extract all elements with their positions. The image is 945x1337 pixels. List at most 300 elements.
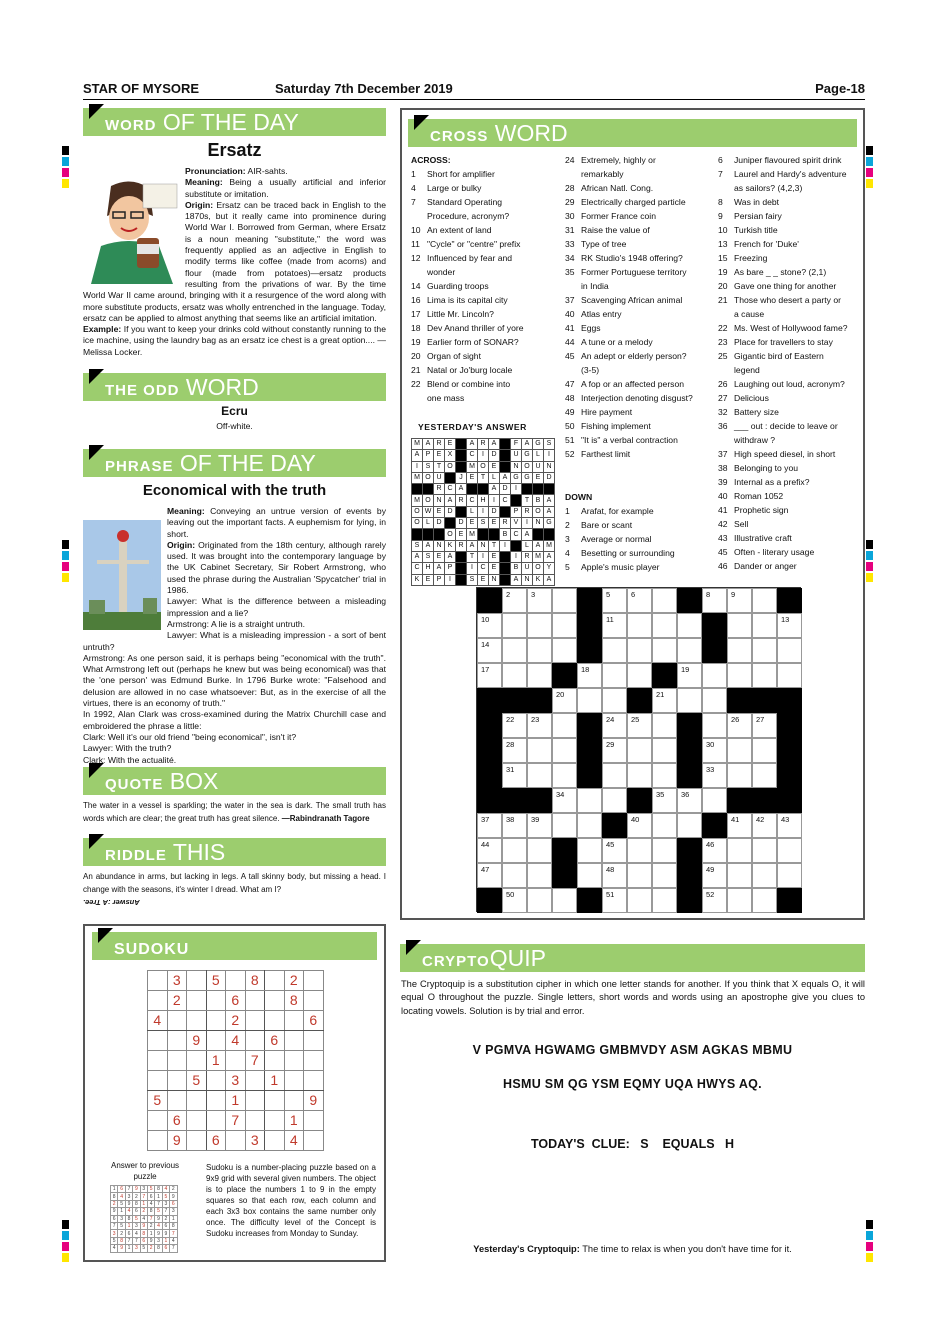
crossword-cell[interactable] xyxy=(552,613,577,638)
sudoku-cell[interactable] xyxy=(245,1031,265,1051)
crossword-cell[interactable] xyxy=(477,613,502,638)
sudoku-cell[interactable] xyxy=(245,1071,265,1091)
answer-cell: I xyxy=(489,495,500,506)
clue-number: 35 xyxy=(565,267,575,277)
sudoku-answer-cell: 8 xyxy=(118,1237,125,1244)
black-cell xyxy=(627,688,652,713)
crossword-cell[interactable] xyxy=(727,763,752,788)
crossword-cell[interactable] xyxy=(502,888,527,913)
crossword-cell[interactable] xyxy=(677,613,702,638)
clue-item xyxy=(565,405,715,419)
crossword-cell[interactable] xyxy=(752,838,777,863)
sudoku-cell: 2 xyxy=(167,991,187,1011)
crossword-cell[interactable] xyxy=(527,638,552,663)
crossword-cell[interactable] xyxy=(652,688,677,713)
clue-item xyxy=(718,433,863,447)
crossword-cell[interactable] xyxy=(502,738,527,763)
crossword-cell[interactable] xyxy=(652,588,677,613)
crossword-cell[interactable] xyxy=(627,638,652,663)
answer-cell: M xyxy=(412,495,423,506)
answer-cell: O xyxy=(445,461,456,472)
sudoku-cell[interactable] xyxy=(167,1031,187,1051)
crossword-cell[interactable] xyxy=(702,888,727,913)
sudoku-cell[interactable] xyxy=(148,1031,168,1051)
sudoku-cell[interactable] xyxy=(245,1111,265,1131)
sudoku-cell[interactable] xyxy=(187,1051,207,1071)
clue-number: 41 xyxy=(565,323,575,333)
black-cell xyxy=(752,788,777,813)
crossword-cell[interactable] xyxy=(702,738,727,763)
cell-number: 37 xyxy=(481,815,490,824)
crossword-cell[interactable] xyxy=(777,638,802,663)
answer-cell: U xyxy=(522,563,533,574)
sudoku-answer-cell: 7 xyxy=(170,1245,177,1252)
black-cell xyxy=(502,688,527,713)
sudoku-cell: 6 xyxy=(206,1131,226,1151)
black-cell xyxy=(477,588,502,613)
crossword-cell[interactable] xyxy=(627,863,652,888)
crossword-cell[interactable] xyxy=(652,788,677,813)
crossword-cell[interactable] xyxy=(602,838,627,863)
crossword-cell[interactable] xyxy=(527,763,552,788)
answer-cell xyxy=(500,461,511,472)
clue-text: RK Studio's 1948 offering? xyxy=(581,253,683,263)
crossword-cell[interactable] xyxy=(602,738,627,763)
crossword-cell[interactable] xyxy=(702,663,727,688)
crossword-cell[interactable] xyxy=(727,588,752,613)
sudoku-cell[interactable] xyxy=(304,1031,324,1051)
sudoku-cell[interactable] xyxy=(304,1071,324,1091)
crossword-cell[interactable] xyxy=(602,638,627,663)
crossword-cell[interactable] xyxy=(602,888,627,913)
sudoku-cell[interactable] xyxy=(206,1031,226,1051)
sudoku-cell[interactable] xyxy=(167,1071,187,1091)
clue-number: 7 xyxy=(411,197,416,207)
crossword-cell[interactable] xyxy=(502,763,527,788)
sudoku-cell[interactable] xyxy=(284,1051,304,1071)
sudoku-cell: 4 xyxy=(226,1031,246,1051)
crossword-cell[interactable] xyxy=(727,663,752,688)
sudoku-cell[interactable] xyxy=(226,1131,246,1151)
clue-number: 28 xyxy=(565,183,575,193)
crossword-cell[interactable] xyxy=(527,863,552,888)
sudoku-cell[interactable] xyxy=(304,971,324,991)
crossword-cell[interactable] xyxy=(502,713,527,738)
crossword-cell[interactable] xyxy=(652,838,677,863)
clue-number: 52 xyxy=(565,449,575,459)
clue-item xyxy=(411,181,561,195)
sudoku-answer-cell: 2 xyxy=(147,1222,154,1229)
crossword-cell[interactable] xyxy=(477,863,502,888)
sudoku-cell[interactable] xyxy=(206,1011,226,1031)
sudoku-cell: 9 xyxy=(167,1131,187,1151)
crossword-cell[interactable] xyxy=(777,613,802,638)
black-cell xyxy=(702,638,727,663)
crossword-cell[interactable] xyxy=(477,838,502,863)
sudoku-banner: SUDOKU xyxy=(92,932,377,960)
crossword-cell[interactable] xyxy=(677,813,702,838)
answer-cell: A xyxy=(489,439,500,450)
crossword-cell[interactable] xyxy=(777,863,802,888)
cell-number: 19 xyxy=(681,665,690,674)
cell-number: 10 xyxy=(481,615,490,624)
crossword-cell[interactable] xyxy=(752,588,777,613)
crossword-cell[interactable] xyxy=(652,638,677,663)
answer-cell: R xyxy=(434,439,445,450)
crossword-cell[interactable] xyxy=(627,763,652,788)
sudoku-cell[interactable] xyxy=(265,991,285,1011)
down-label: DOWN xyxy=(565,492,593,502)
crossword-cell[interactable] xyxy=(552,888,577,913)
crossword-cell[interactable] xyxy=(552,813,577,838)
clue-text: An extent of land xyxy=(427,225,492,235)
sudoku-cell[interactable] xyxy=(304,991,324,1011)
sudoku-cell[interactable] xyxy=(148,1051,168,1071)
black-cell xyxy=(477,788,502,813)
clue-item xyxy=(565,419,715,433)
crossword-cell[interactable] xyxy=(777,838,802,863)
crossword-cell[interactable] xyxy=(527,613,552,638)
crossword-cell[interactable] xyxy=(502,613,527,638)
sudoku-answer-cell: 4 xyxy=(140,1215,147,1222)
crossword-cell[interactable] xyxy=(752,763,777,788)
sudoku-cell[interactable] xyxy=(226,1051,246,1071)
sudoku-cell[interactable] xyxy=(167,1051,187,1071)
sudoku-answer-cell: 7 xyxy=(162,1208,169,1215)
crossword-cell[interactable] xyxy=(652,713,677,738)
sudoku-cell[interactable] xyxy=(265,1011,285,1031)
crossword-cell[interactable] xyxy=(777,813,802,838)
clue-text: Natal or Jo'burg locale xyxy=(427,365,513,375)
crossword-cell[interactable] xyxy=(702,788,727,813)
crossword-cell[interactable] xyxy=(727,813,752,838)
crossword-cell[interactable] xyxy=(627,888,652,913)
sudoku-cell[interactable] xyxy=(265,1131,285,1151)
crossword-cell[interactable] xyxy=(702,838,727,863)
crossword-cell[interactable] xyxy=(602,788,627,813)
crossword-cell[interactable] xyxy=(727,613,752,638)
crossword-cell[interactable] xyxy=(652,863,677,888)
crossword-cell[interactable] xyxy=(752,663,777,688)
clue-number: 5 xyxy=(565,562,570,572)
crossword-cell[interactable] xyxy=(502,838,527,863)
across-label: ACROSS: xyxy=(411,155,451,165)
sudoku-cell[interactable] xyxy=(187,1111,207,1131)
crossword-cell[interactable] xyxy=(652,763,677,788)
sudoku-answer-cell: 6 xyxy=(162,1222,169,1229)
sudoku-cell[interactable] xyxy=(206,1091,226,1111)
crossword-cell[interactable] xyxy=(552,788,577,813)
sudoku-cell[interactable] xyxy=(206,991,226,1011)
crossword-cell[interactable] xyxy=(477,813,502,838)
crossword-cell[interactable] xyxy=(752,863,777,888)
crossword-cell[interactable] xyxy=(627,663,652,688)
black-cell xyxy=(577,613,602,638)
sudoku-cell[interactable] xyxy=(284,1031,304,1051)
sudoku-cell[interactable] xyxy=(265,971,285,991)
clue-text: Organ of sight xyxy=(427,351,481,361)
clue-number: 51 xyxy=(565,435,575,445)
answer-cell: I xyxy=(511,484,522,495)
crossword-cell[interactable] xyxy=(577,813,602,838)
crossword-cell[interactable] xyxy=(602,713,627,738)
clue-item xyxy=(718,251,863,265)
clue-text: in India xyxy=(581,281,609,291)
answer-cell: O xyxy=(522,461,533,472)
crossword-cell[interactable] xyxy=(552,763,577,788)
crossword-cell[interactable] xyxy=(702,688,727,713)
clue-text: Average or normal xyxy=(581,534,652,544)
answer-cell: S xyxy=(467,574,478,585)
cell-number: 6 xyxy=(631,590,636,599)
crossword-cell[interactable] xyxy=(527,713,552,738)
crossword-cell[interactable] xyxy=(602,863,627,888)
clue-item xyxy=(565,504,715,518)
crossword-cell[interactable] xyxy=(752,713,777,738)
clue-text: Lima is its capital city xyxy=(427,295,508,305)
crossword-cell[interactable] xyxy=(627,838,652,863)
sudoku-answer-cell: 1 xyxy=(155,1193,162,1200)
crossword-cell[interactable] xyxy=(752,813,777,838)
clue-item xyxy=(565,433,715,447)
crossword-cell[interactable] xyxy=(477,638,502,663)
answer-cell: C xyxy=(412,563,423,574)
crossword-cell[interactable] xyxy=(777,663,802,688)
crossword-cell[interactable] xyxy=(502,863,527,888)
phrase-banner: PHRASE OF THE DAY xyxy=(83,449,386,477)
answer-cell xyxy=(500,506,511,517)
crossword-cell[interactable] xyxy=(552,638,577,663)
crossword-cell[interactable] xyxy=(527,888,552,913)
sudoku-cell[interactable] xyxy=(245,1011,265,1031)
answer-cell: V xyxy=(511,518,522,529)
crossword-cell[interactable] xyxy=(502,813,527,838)
answer-cell xyxy=(445,518,456,529)
sudoku-answer-cell: 1 xyxy=(170,1215,177,1222)
crossword-cell[interactable] xyxy=(502,663,527,688)
crossword-cell[interactable] xyxy=(602,613,627,638)
clue-item xyxy=(718,377,863,391)
cryptoquip-yesterday: Yesterday's Cryptoquip: The time to relax is when you don't have time for it. xyxy=(473,1244,792,1254)
sudoku-cell[interactable] xyxy=(265,1051,285,1071)
crossword-cell[interactable] xyxy=(652,613,677,638)
answer-cell: A xyxy=(423,439,434,450)
crossword-cell[interactable] xyxy=(552,738,577,763)
clue-number: 4 xyxy=(565,548,570,558)
clue-text: as sailors? (4,2,3) xyxy=(734,183,803,193)
cell-number: 9 xyxy=(731,590,736,599)
crossword-cell[interactable] xyxy=(552,713,577,738)
crossword-cell[interactable] xyxy=(602,763,627,788)
crossword-cell[interactable] xyxy=(652,738,677,763)
sudoku-answer-cell: 9 xyxy=(118,1245,125,1252)
sudoku-cell[interactable] xyxy=(284,1071,304,1091)
sudoku-cell[interactable] xyxy=(187,1091,207,1111)
crossword-cell[interactable] xyxy=(502,638,527,663)
clue-number: 33 xyxy=(565,239,575,249)
answer-cell xyxy=(500,574,511,585)
crossword-cell[interactable] xyxy=(527,663,552,688)
crossword-cell[interactable] xyxy=(727,888,752,913)
crossword-cell[interactable] xyxy=(702,713,727,738)
sudoku-cell[interactable] xyxy=(167,1091,187,1111)
black-cell xyxy=(577,888,602,913)
clue-number: 17 xyxy=(411,309,421,319)
answer-cell: I xyxy=(511,551,522,562)
cell-number: 42 xyxy=(756,815,765,824)
crossword-cell[interactable] xyxy=(677,663,702,688)
crossword-cell[interactable] xyxy=(602,663,627,688)
crossword-cell[interactable] xyxy=(627,588,652,613)
black-cell xyxy=(477,888,502,913)
sudoku-answer-cell: 5 xyxy=(133,1215,140,1222)
sudoku-cell[interactable] xyxy=(265,1091,285,1111)
sudoku-cell[interactable] xyxy=(245,1091,265,1111)
answer-cell: O xyxy=(412,506,423,517)
sudoku-cell[interactable] xyxy=(187,971,207,991)
sudoku-answer-cell: 6 xyxy=(147,1193,154,1200)
cryptoquip-line2: HSMU SM QG YSM EQMY UQA HWYS AQ. xyxy=(503,1077,762,1091)
answer-cell: U xyxy=(511,450,522,461)
answer-cell: O xyxy=(533,506,544,517)
sudoku-cell: 1 xyxy=(226,1091,246,1111)
clue-item xyxy=(411,377,561,391)
answer-cell: C xyxy=(511,529,522,540)
sudoku-cell[interactable] xyxy=(284,1091,304,1111)
crossword-cell[interactable] xyxy=(627,738,652,763)
sudoku-cell: 9 xyxy=(187,1031,207,1051)
crossword-cell[interactable] xyxy=(552,588,577,613)
clue-number: 1 xyxy=(411,169,416,179)
sudoku-cell[interactable] xyxy=(187,1011,207,1031)
cell-number: 43 xyxy=(781,815,790,824)
crossword-cell[interactable] xyxy=(752,738,777,763)
sudoku-answer-cell: 6 xyxy=(140,1237,147,1244)
sudoku-answer-cell: 1 xyxy=(118,1208,125,1215)
crossword-cell[interactable] xyxy=(677,688,702,713)
crossword-cell[interactable] xyxy=(577,688,602,713)
crossword-cell[interactable] xyxy=(577,663,602,688)
sudoku-cell[interactable] xyxy=(148,1131,168,1151)
crossword-cell[interactable] xyxy=(702,588,727,613)
clue-item xyxy=(565,153,715,167)
sudoku-cell[interactable] xyxy=(148,991,168,1011)
crossword-cell[interactable] xyxy=(677,638,702,663)
sudoku-cell[interactable] xyxy=(148,1071,168,1091)
clue-text: Persian fairy xyxy=(734,211,782,221)
sudoku-cell[interactable] xyxy=(148,1111,168,1131)
black-cell xyxy=(677,588,702,613)
clue-number: 24 xyxy=(565,155,575,165)
sudoku-cell[interactable] xyxy=(245,991,265,1011)
paper-name: STAR OF MYSORE xyxy=(83,81,200,96)
crossword-cell[interactable] xyxy=(702,863,727,888)
answer-cell: S xyxy=(544,439,555,450)
clue-number: 22 xyxy=(718,323,728,333)
crossword-cell[interactable] xyxy=(577,838,602,863)
crossword-cell[interactable] xyxy=(552,688,577,713)
answer-cell: E xyxy=(445,439,456,450)
clue-text: "Cycle" or "centre" prefix xyxy=(427,239,521,249)
crossword-cell[interactable] xyxy=(577,863,602,888)
crossword-cell[interactable] xyxy=(727,638,752,663)
sudoku-cell[interactable] xyxy=(284,1011,304,1031)
clue-number: 40 xyxy=(565,309,575,319)
answer-cell: A xyxy=(467,439,478,450)
crossword-cell[interactable] xyxy=(652,888,677,913)
sudoku-cell[interactable] xyxy=(167,1011,187,1031)
crossword-cell[interactable] xyxy=(627,813,652,838)
answer-cell: E xyxy=(533,472,544,483)
sudoku-answer-cell: 7 xyxy=(147,1215,154,1222)
clue-item xyxy=(718,321,863,335)
clue-item xyxy=(718,447,863,461)
black-cell xyxy=(477,738,502,763)
sudoku-cell[interactable] xyxy=(206,1071,226,1091)
answer-cell: B xyxy=(511,563,522,574)
crossword-cell[interactable] xyxy=(727,863,752,888)
sudoku-cell[interactable] xyxy=(226,971,246,991)
sudoku-answer-cell: 1 xyxy=(147,1230,154,1237)
answer-cell: H xyxy=(423,563,434,574)
crossword-cell[interactable] xyxy=(652,813,677,838)
sudoku-cell[interactable] xyxy=(304,1111,324,1131)
crossword-cell[interactable] xyxy=(602,688,627,713)
crossword-cell[interactable] xyxy=(727,838,752,863)
crossword-cell[interactable] xyxy=(752,613,777,638)
issue-date: Saturday 7th December 2019 xyxy=(275,81,453,96)
sudoku-cell[interactable] xyxy=(304,1051,324,1071)
crossword-cell[interactable] xyxy=(527,588,552,613)
clue-text: Eggs xyxy=(581,323,601,333)
crossword-cell[interactable] xyxy=(752,638,777,663)
answer-cell: A xyxy=(522,439,533,450)
crossword-cell[interactable] xyxy=(527,738,552,763)
crossword-cell[interactable] xyxy=(752,888,777,913)
answer-cell: A xyxy=(544,574,555,585)
crossword-cell[interactable] xyxy=(627,613,652,638)
clue-text: Large or bulky xyxy=(427,183,482,193)
cell-number: 25 xyxy=(631,715,640,724)
answer-cell: A xyxy=(489,484,500,495)
sudoku-cell[interactable] xyxy=(187,991,207,1011)
sudoku-description: Sudoku is a number-placing puzzle based on a 9x9 grid with several given numbers. The object is to place the numbers 1 to 9 in the empty squares so that each row, each column and each 3x3 box contains the same number only once. The difficulty level of the Concept is Sudoku increases from Monday to Sunday. xyxy=(206,1163,376,1238)
answer-cell: I xyxy=(412,461,423,472)
cryptoquip-line1: V PGMVA HGWAMG GMBMVDY ASM AGKAS MBMU xyxy=(472,1043,793,1057)
crossword-cell[interactable] xyxy=(702,763,727,788)
crossword-cell[interactable] xyxy=(577,788,602,813)
sudoku-cell[interactable] xyxy=(265,1111,285,1131)
sudoku-cell[interactable] xyxy=(187,1131,207,1151)
sudoku-answer-cell: 3 xyxy=(118,1215,125,1222)
crossword-cell[interactable] xyxy=(502,588,527,613)
answer-cell: L xyxy=(467,506,478,517)
answer-cell xyxy=(412,529,423,540)
crossword-cell[interactable] xyxy=(602,588,627,613)
answer-cell: G xyxy=(511,472,522,483)
sudoku-cell[interactable] xyxy=(206,1111,226,1131)
crossword-cell[interactable] xyxy=(627,713,652,738)
sudoku-cell[interactable] xyxy=(148,971,168,991)
crossword-cell[interactable] xyxy=(727,713,752,738)
sudoku-answer-cell: 4 xyxy=(155,1222,162,1229)
crossword-cell[interactable] xyxy=(677,788,702,813)
crossword-cell[interactable] xyxy=(527,838,552,863)
crossword-cell[interactable] xyxy=(727,738,752,763)
crossword-cell[interactable] xyxy=(527,813,552,838)
sudoku-cell[interactable] xyxy=(304,1131,324,1151)
crossword-cell[interactable] xyxy=(477,663,502,688)
